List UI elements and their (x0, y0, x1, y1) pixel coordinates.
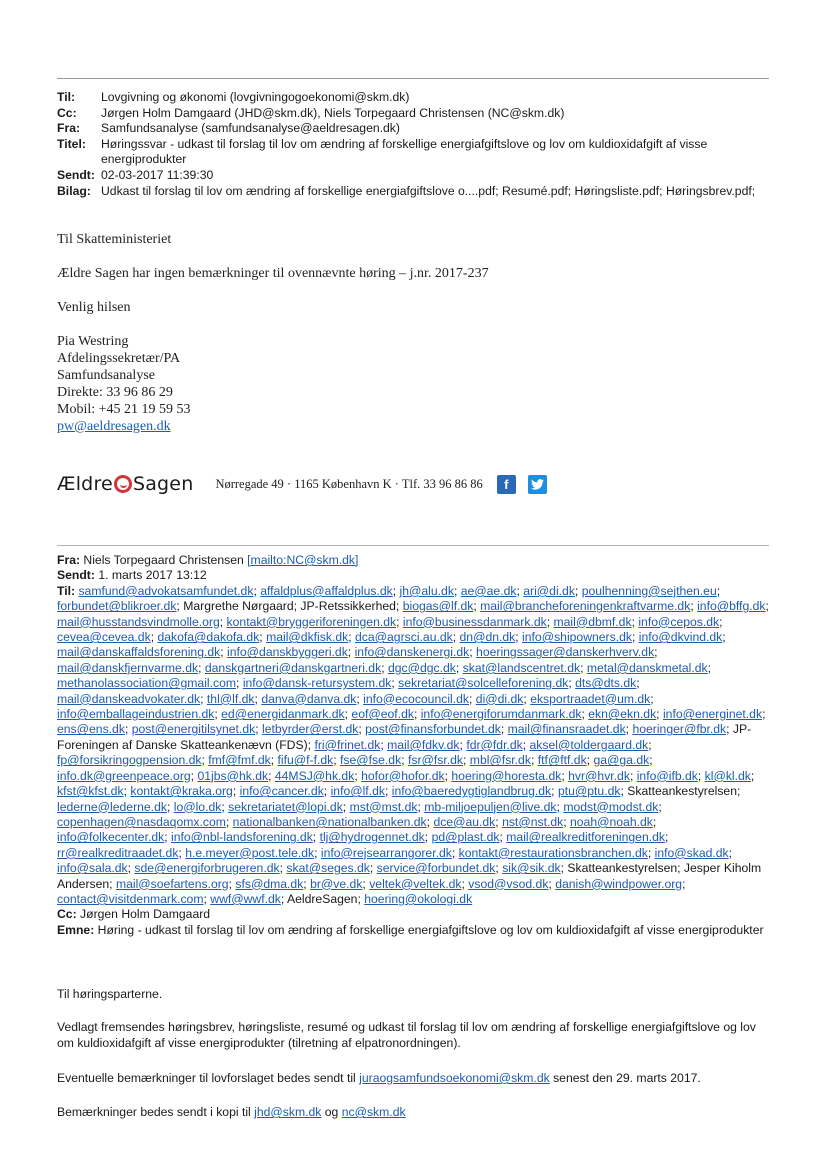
recipient-email-link[interactable]: eof@eof.dk (351, 707, 414, 722)
recipient-email-link[interactable]: mail@dbmf.dk (553, 614, 632, 629)
recipient-email-link[interactable]: veltek@veltek.dk (369, 876, 462, 891)
recipient-email-link[interactable]: info@skad.dk (654, 845, 729, 860)
sender-name: Pia Westring (57, 334, 129, 349)
recipient-email-link[interactable]: info.dk@greenpeace.org (57, 768, 191, 783)
twitter-bird-glyph (531, 479, 544, 490)
recipient-email-link[interactable]: biogas@lf.dk (402, 599, 474, 614)
twitter-icon[interactable] (528, 475, 547, 494)
fwd-sent-label: Sendt: (57, 568, 95, 583)
recipient-email-link[interactable]: info@rejsearrangorer.dk (320, 845, 452, 860)
recipient-email-link[interactable]: info@energiforumdanmark.dk (420, 707, 582, 722)
recipient-name: Skatteankestyrelsen (627, 784, 737, 799)
recipient-email-link[interactable]: hoering@horesta.dk (451, 768, 562, 783)
header-title-row (57, 137, 777, 168)
sender-title: Afdelingssekretær/PA (57, 351, 181, 366)
sender-mobile: Mobil: +45 21 19 59 53 (57, 402, 191, 417)
recipient-email-link[interactable]: info@danskenergi.dk (354, 645, 470, 660)
recipient-email-link[interactable]: affaldplus@affaldplus.dk (260, 583, 393, 598)
recipient-email-link[interactable]: rr@realkreditraadet.dk (57, 845, 179, 860)
header-from-row (57, 121, 777, 137)
header-attachments-value[interactable]: Udkast til forslag til lov om ændring af forskellige energiafgiftslove o....pdf; Resumé.pdf; Høringsliste.pdf; Høringsbrev.pdf; (101, 183, 756, 198)
recipient-email-link[interactable]: danva@danva.dk (261, 691, 357, 706)
recipient-email-link[interactable]: danskgartneri@danskgartneri.dk (204, 660, 382, 675)
recipient-email-link[interactable]: service@forbundet.dk (376, 861, 496, 876)
recipient-email-link[interactable]: 01jbs@hk.dk (197, 768, 269, 783)
recipient-email-link[interactable]: hofor@hofor.dk (361, 768, 445, 783)
reply-body (57, 231, 757, 435)
fwd-greeting: Til høringsparterne. (57, 987, 163, 1001)
recipient-email-link[interactable]: sde@energiforbrugeren.dk (134, 861, 280, 876)
fwd-subject-value: Høring - udkast til forslag til lov om ændring af forskellige energiafgiftslove og lov om kuldioxidafgift af visse energiprodukter (97, 922, 764, 937)
jhd-email-link[interactable]: jhd@skm.dk (254, 1105, 322, 1119)
recipient-email-link[interactable]: mail@finansraadet.dk (507, 722, 626, 737)
header-to-value: Lovgivning og økonomi (lovgivningogoekonomi@skm.dk) (101, 90, 410, 104)
recipient-email-link[interactable]: letbyrder@erst.dk (261, 722, 359, 737)
message-header (57, 90, 777, 199)
header-to-row (57, 90, 777, 106)
fwd-from-name: Niels Torpegaard Christensen (83, 553, 244, 567)
recipient-email-link[interactable]: mail@realkreditforeningen.dk (506, 830, 665, 845)
sender-department: Samfundsanalyse (57, 368, 155, 383)
recipient-email-link[interactable]: mail@danskfjernvarme.dk (57, 660, 199, 675)
recipient-email-link[interactable]: dgc@dgc.dk (387, 660, 456, 675)
recipient-email-link[interactable]: cevea@cevea.dk (57, 630, 151, 645)
recipient-email-link[interactable]: mail@danskeadvokater.dk (57, 691, 201, 706)
fwd-cc-label: Cc: (57, 907, 77, 922)
recipient-email-link[interactable]: dts@dts.dk (575, 676, 637, 691)
recipient-email-link[interactable]: mst@mst.dk (349, 799, 418, 814)
recipient-email-link[interactable]: info@ifb.dk (636, 768, 698, 783)
recipient-email-link[interactable]: info@folkecenter.dk (57, 830, 165, 845)
header-to-label: Til: (57, 90, 76, 104)
header-sent-row (57, 168, 777, 184)
recipient-email-link[interactable]: vsod@vsod.dk (468, 876, 549, 891)
recipient-email-link[interactable]: nationalbanken@nationalbanken.dk (232, 814, 427, 829)
reply-greeting: Til Skatteministeriet (57, 232, 172, 247)
recipient-email-link[interactable]: modst@modst.dk (563, 799, 659, 814)
recipient-email-link[interactable]: info@dansk-retursystem.dk (242, 676, 392, 691)
fwd-cc-value: Jørgen Holm Damgaard (80, 907, 211, 922)
recipient-email-link[interactable]: kontakt@bryggeriforeningen.dk (226, 614, 397, 629)
recipient-email-link[interactable]: dakofa@dakofa.dk (157, 630, 260, 645)
recipient-name: Skatteankestyrelsen (567, 861, 678, 876)
reply-message: Ældre Sagen har ingen bemærkninger til ovennævnte høring – j.nr. 2017-237 (57, 266, 489, 281)
fwd-cc-row (57, 907, 769, 922)
fwd-sent-value: 1. marts 2017 13:12 (98, 568, 207, 583)
recipient-email-link[interactable]: info@ecocouncil.dk (363, 691, 470, 706)
recipient-email-link[interactable]: wwf@wwf.dk (210, 891, 281, 906)
recipient-email-link[interactable]: ae@ae.dk (460, 583, 517, 598)
fwd-paragraph-2 (57, 1070, 769, 1086)
top-divider (57, 78, 769, 79)
fwd-subject-label: Emne: (57, 922, 95, 937)
recipient-email-link[interactable]: info@baeredygtiglandbrug.dk (391, 784, 552, 799)
fwd-paragraph-1-text: Vedlagt fremsendes høringsbrev, høringsliste, resumé og udkast til forslag til lov om ændring af forskellige energiafgiftslove og lov om kuldioxidafgift af visse energiprodukter (tilretning af elpatronordningen). (57, 1020, 756, 1050)
recipient-email-link[interactable]: mail@soefartens.org (115, 876, 229, 891)
recipient-name: AeldreSagen (286, 891, 358, 906)
fwd-from-row (57, 553, 769, 568)
recipient-email-link[interactable]: info@bffg.dk (697, 599, 766, 614)
recipient-email-link[interactable]: sekretariat@solcelleforening.dk (398, 676, 569, 691)
facebook-icon[interactable]: f (497, 475, 516, 494)
reply-closing: Venlig hilsen (57, 300, 131, 315)
recipient-email-link[interactable]: mail@husstandsvindmolle.org (57, 614, 220, 629)
recipient-email-link[interactable]: di@di.dk (475, 691, 524, 706)
recipient-email-link[interactable]: post@energitilsynet.dk (131, 722, 256, 737)
recipient-email-link[interactable]: post@finansforbundet.dk (365, 722, 501, 737)
header-from-value: Samfundsanalyse (samfundsanalyse@aeldresagen.dk) (101, 121, 400, 136)
recipient-email-link[interactable]: mail@brancheforeningenkraftvarme.dk (480, 599, 691, 614)
recipient-email-link[interactable]: ga@ga.dk (593, 753, 650, 768)
recipient-email-link[interactable]: skat@seges.dk (286, 861, 370, 876)
logo-text-right: Sagen (132, 473, 194, 495)
recipient-email-link[interactable]: info@emballageindustrien.dk (57, 707, 215, 722)
logo-smile-icon (114, 475, 132, 493)
recipient-email-link[interactable]: info@danskbyggeri.dk (227, 645, 348, 660)
recipient-email-link[interactable]: h.e.meyer@post.tele.dk (185, 845, 315, 860)
recipient-email-link[interactable]: info@dkvind.dk (638, 630, 723, 645)
recipient-email-link[interactable]: kl@kl.dk (704, 768, 751, 783)
recipient-email-link[interactable]: 44MSJ@hk.dk (274, 768, 355, 783)
recipient-email-link[interactable]: mail@danskaffaldsforening.dk (57, 645, 221, 660)
recipient-email-link[interactable]: poulhenning@sejthen.eu (581, 583, 717, 598)
jura-email-link[interactable]: juraogsamfundsoekonomi@skm.dk (359, 1071, 550, 1085)
recipient-email-link[interactable]: ens@ens.dk (57, 722, 125, 737)
recipient-email-link[interactable]: sfs@dma.dk (235, 876, 304, 891)
header-cc-row (57, 106, 777, 122)
nc-email-link[interactable]: nc@skm.dk (341, 1105, 406, 1119)
recipient-email-link[interactable]: nst@nst.dk (502, 814, 564, 829)
fwd-paragraph-3-pre: Bemærkninger bedes sendt i kopi til (57, 1105, 251, 1119)
header-cc-value: Jørgen Holm Damgaard (JHD@skm.dk), Niels Torpegaard Christensen (NC@skm.dk) (101, 105, 565, 120)
header-sent-label: Sendt: (57, 167, 95, 182)
recipient-email-link[interactable]: fsr@fsr.dk (407, 753, 464, 768)
header-title-label: Titel: (57, 136, 86, 151)
fwd-to-row (57, 584, 769, 908)
fwd-paragraph-3-mid: og (324, 1105, 339, 1119)
recipient-email-link[interactable]: fdr@fdr.dk (466, 737, 523, 752)
header-cc-label: Cc: (57, 105, 77, 120)
header-sent-value: 02-03-2017 11:39:30 (101, 167, 214, 182)
recipient-email-link[interactable]: lederne@lederne.dk (57, 799, 167, 814)
recipient-email-link[interactable]: noah@noah.dk (570, 814, 653, 829)
recipient-email-link[interactable]: pd@plast.dk (431, 830, 500, 845)
recipient-email-link[interactable]: sekretariatet@lopi.dk (228, 799, 343, 814)
signature-address: Nørregade 49 · 1165 København K · Tlf. 33 96 86 86 (215, 476, 483, 491)
recipient-email-link[interactable]: methanolassociation@gmail.com (57, 676, 237, 691)
recipient-email-link[interactable]: hoeringssager@danskerhverv.dk (476, 645, 655, 660)
recipient-email-link[interactable]: metal@danskmetal.dk (586, 660, 708, 675)
recipient-email-link[interactable]: dn@dn.dk (459, 630, 516, 645)
sender-direct-phone: Direkte: 33 96 86 29 (57, 385, 173, 400)
forward-divider (57, 545, 769, 546)
fwd-subject-row (57, 923, 769, 938)
signature-bar (57, 470, 777, 498)
recipient-email-link[interactable]: hoering@okologi.dk (364, 891, 473, 906)
recipient-email-link[interactable]: info@cancer.dk (239, 784, 324, 799)
recipient-email-link[interactable]: jh@alu.dk (399, 583, 454, 598)
recipient-name: Jesper Kiholm Andersen (57, 861, 762, 891)
header-from-label: Fra: (57, 121, 81, 136)
fwd-paragraph-2-pre: Eventuelle bemærkninger til lovforslaget bedes sendt til (57, 1071, 356, 1085)
recipient-email-link[interactable]: fifu@f-f.dk (277, 753, 334, 768)
recipient-email-link[interactable]: info@sala.dk (57, 861, 128, 876)
logo-text-left: Ældre (57, 473, 113, 495)
recipient-name: Margrethe Nørgaard (183, 599, 294, 614)
recipient-email-link[interactable]: sik@sik.dk (502, 861, 561, 876)
recipient-email-link[interactable]: aksel@toldergaard.dk (529, 737, 649, 752)
fwd-greeting-block (57, 986, 769, 1002)
recipient-email-link[interactable]: info@energinet.dk (662, 707, 763, 722)
fwd-paragraph-1 (57, 1019, 769, 1051)
header-attachments-label: Bilag: (57, 183, 91, 198)
recipient-email-link[interactable]: br@ve.dk (310, 876, 363, 891)
recipient-email-link[interactable]: dca@agrsci.au.dk (355, 630, 453, 645)
recipient-email-link[interactable]: fp@forsikringogpension.dk (57, 753, 202, 768)
recipient-email-link[interactable]: fmf@fmf.dk (208, 753, 271, 768)
recipient-email-link[interactable]: kfst@kfst.dk (57, 784, 124, 799)
recipient-email-link[interactable]: ed@energidanmark.dk (221, 707, 345, 722)
header-title-value: Høringssvar - udkast til forslag til lov om ændring af forskellige energiafgiftslove og lov om kuldioxidafgift af visse energiprodukter (101, 136, 708, 167)
recipient-email-link[interactable]: ptu@ptu.dk (557, 784, 621, 799)
recipient-name: JP-Foreningen af Danske Skatteankenævn (FDS) (57, 722, 752, 752)
recipient-email-link[interactable]: ari@di.dk (523, 583, 575, 598)
forwarded-message (57, 553, 769, 938)
aeldresagen-logo (57, 473, 193, 495)
recipient-email-link[interactable]: mail@fdkv.dk (387, 737, 460, 752)
recipient-email-link[interactable]: tlj@hydrogennet.dk (319, 830, 425, 845)
recipient-email-link[interactable]: forbundet@blikroer.dk (57, 599, 177, 614)
fwd-sent-row (57, 568, 769, 583)
fwd-recipient-list: samfund@advokatsamfundet.dk; affaldplus@affaldplus.dk; jh@alu.dk; ae@ae.dk; ari@di.dk; poulhenning@sejthen.eu; forbundet@blikroer.dk; Margrethe Nørgaard; JP-Retssikkerhed; biogas@lf.dk; mail@brancheforeningenkraftvarme.dk; info@bffg.dk; mail@husstandsvindmolle.org; kontakt@bryggeriforeningen.dk; info@businessdanmark.dk; mail@dbmf.dk; info@cepos.dk; cevea@cevea.dk; dakofa@dakofa.dk; mail@dkfisk.dk; dca@agrsci.au.dk; dn@dn.dk; info@shipowners.dk; info@dkvind.dk; mail@danskaffaldsforening.dk; info@danskbyggeri.dk; info@danskenergi.dk; hoeringssager@danskerhverv.dk; mail@danskfjernvarme.dk; danskgartneri@danskgartneri.dk; dgc@dgc.dk; skat@landscentret.dk; metal@danskmetal.dk; methanolassociation@gmail.com; info@dansk-retursystem.dk; sekretariat@solcelleforening.dk; dts@dts.dk; mail@danskeadvokater.dk; thl@lf.dk; danva@danva.dk; info@ecocouncil.dk; di@di.dk; eksportraadet@um.dk; info@emballageindustrien.dk; ed@energidanmark.dk; eof@eof.dk; info@energiforumdanmark.dk; ekn@ekn.dk; info@energinet.dk; ens@ens.dk; post@energitilsynet.dk; letbyrder@erst.dk; post@finansforbundet.dk; mail@finansraadet.dk; hoeringer@fbr.dk; JP-Foreningen af Danske Skatteankenævn (FDS); fri@frinet.dk; mail@fdkv.dk; fdr@fdr.dk; aksel@toldergaard.dk; fp@forsikringogpension.dk; fmf@fmf.dk; fifu@f-f.dk; fse@fse.dk; fsr@fsr.dk; mbl@fsr.dk; ftf@ftf.dk; ga@ga.dk; info.dk@greenpeace.org; 01jbs@hk.dk; 44MSJ@hk.dk; hofor@hofor.dk; hoering@horesta.dk; hvr@hvr.dk; info@ifb.dk; kl@kl.dk; kfst@kfst.dk; kontakt@kraka.org; info@cancer.dk; info@lf.dk; info@baeredygtiglandbrug.dk; ptu@ptu.dk; Skatteankestyrelsen; lederne@lederne.dk; lo@lo.dk; sekretariatet@lopi.dk; mst@mst.dk; mb-miljoepuljen@live.dk; modst@modst.dk; copenhagen@nasdaqomx.com; nationalbanken@nationalbanken.dk; dce@au.dk; nst@nst.dk; noah@noah.dk; info@folkecenter.dk; info@nbl-landsforening.dk; tlj@hydrogennet.dk; pd@plast.dk; mail@realkreditforeningen.dk; rr@realkreditraadet.dk; h.e.meyer@post.tele.dk; info@rejsearrangorer.dk; kontakt@restaurationsbranchen.dk; info@skad.dk; info@sala.dk; sde@energiforbrugeren.dk; skat@seges.dk; service@forbundet.dk; sik@sik.dk; Skatteankestyrelsen; Jesper Kiholm Andersen; mail@soefartens.org; sfs@dma.dk; br@ve.dk; veltek@veltek.dk; vsod@vsod.dk; danish@windpower.org; contact@visitdenmark.com; wwf@wwf.dk; AeldreSagen; hoering@okologi.dk (57, 583, 769, 906)
recipient-email-link[interactable]: dce@au.dk (433, 814, 496, 829)
recipient-email-link[interactable]: info@businessdanmark.dk (402, 614, 547, 629)
recipient-email-link[interactable]: mb-miljoepuljen@live.dk (424, 799, 557, 814)
recipient-email-link[interactable]: info@cepos.dk (638, 614, 720, 629)
recipient-email-link[interactable]: fri@frinet.dk (314, 737, 381, 752)
recipient-email-link[interactable]: fse@fse.dk (340, 753, 402, 768)
recipient-email-link[interactable]: hoeringer@fbr.dk (632, 722, 727, 737)
recipient-email-link[interactable]: ftf@ftf.dk (537, 753, 587, 768)
fwd-to-label: Til: (57, 583, 76, 598)
recipient-email-link[interactable]: lo@lo.dk (173, 799, 222, 814)
recipient-email-link[interactable]: skat@landscentret.dk (462, 660, 581, 675)
recipient-email-link[interactable]: contact@visitdenmark.com (57, 891, 204, 906)
recipient-email-link[interactable]: mail@dkfisk.dk (266, 630, 349, 645)
recipient-email-link[interactable]: info@nbl-landsforening.dk (171, 830, 313, 845)
fwd-from-mailto-link[interactable]: [mailto:NC@skm.dk] (247, 553, 359, 567)
fwd-paragraph-3 (57, 1104, 769, 1120)
fwd-from-label: Fra: (57, 553, 81, 567)
recipient-email-link[interactable]: kontakt@restaurationsbranchen.dk (458, 845, 648, 860)
recipient-email-link[interactable]: danish@windpower.org (555, 876, 683, 891)
recipient-email-link[interactable]: info@lf.dk (330, 784, 385, 799)
header-attachments-row (57, 184, 777, 200)
recipient-name: JP-Retssikkerhed (300, 599, 396, 614)
recipient-email-link[interactable]: mbl@fsr.dk (469, 753, 531, 768)
recipient-email-link[interactable]: copenhagen@nasdaqomx.com (57, 814, 226, 829)
recipient-email-link[interactable]: samfund@advokatsamfundet.dk (78, 583, 254, 598)
recipient-email-link[interactable]: ekn@ekn.dk (588, 707, 657, 722)
recipient-email-link[interactable]: kontakt@kraka.org (130, 784, 233, 799)
recipient-email-link[interactable]: info@shipowners.dk (522, 630, 632, 645)
fwd-paragraph-2-post: senest den 29. marts 2017. (553, 1071, 701, 1085)
sender-email-link[interactable]: pw@aeldresagen.dk (57, 419, 171, 434)
recipient-email-link[interactable]: thl@lf.dk (206, 691, 255, 706)
recipient-email-link[interactable]: hvr@hvr.dk (568, 768, 630, 783)
recipient-email-link[interactable]: eksportraadet@um.dk (530, 691, 651, 706)
